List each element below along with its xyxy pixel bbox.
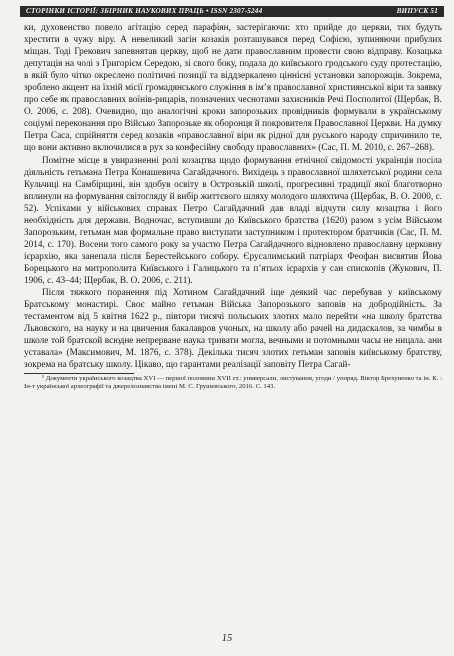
paragraph-sahaidachny: Помітне місце в увиразненні ролі козацтва щодо формування етнічної свідомості українців посіла діяльність гетьмана Петра Конашевича Сагайдачного. Вихідець з православної шляхетської родини села Кульчиці на Самбірщині, він здобув освіту в Острозькій школі, прогресивні традиції якої благотворно вплинули на формування світогляду й вибір життєвого шляху молодого шляхтича (Щербак, В. О. 2000, с. 52). Успіхами у військових справах Петро Сагайдачний дав владі відчути силу козацтва і його необхідність для держави. Водночас, вступивши до Київського братства (1620) разом з усім Військом Запорозьким, гетьман мав формальне право виступати заступником і протектором братчиків (Сас, П. М. 2014, с. 170). Восени того самого року за участю Петра Сагайдачного відновлено православну церковну ієрархію, яка занепала після Берестейського собору. Єрусалимський патріарх Феофан висвятив Йова Борецького на митрополита Київського і Галицького та п’ятьох ієрархів у сан єпископів (Жукович, П. 1906, с. 43–44; Щербак, В. О. 2006, с. 211). — [24, 155, 442, 286]
footnote: ¹ Документи українського козацтва XVI — першої половини XVII ст.: универсали, листування, угоди / упоряд. Віктор Брехуненко та ін. К. : Ін-т української археографії та джерелознавства імені М. С. Грушевського, 2016. С. 143. — [24, 375, 442, 391]
page-number: 15 — [221, 633, 233, 644]
paragraph-continuation: ки, духовенство повело агітацію серед парафіян, застерігаючи: хто прийде до церкви, тих будуть хрестити в чужу віру. А невеликий загін козаків розташувався перед Софією, зупиняючи прибулих міщан. Тоді Грекович запевнятав церкву, щоб не дати православним провести свою відправу. Козацька депутація на чолі з Григорієм Середою, зі свого боку, подала до київського гродського суду протестацію, в якій було чітко окреслено політичні позиції та віддзеркалено ціннісні установки запорожців. Зокрема, зроблено акцент на їхній місії громадянського служіння в ім’я православної християнської віри та заявку про себе як православних воїнів-рицарів, позначених чеснотами захисників Речі Посполитої (Щербак, В. О. 2006, с. 208). Очевидно, що аналогічні кроки запорозьких провідників формували в українському соціумі переконання про Військо Запорозьке як оборонця й покровителя Православної Церкви. На думку Петра Саса, спрійняття серед козаків «православної віри як рідної для руського народу спричинило те, що вони активно включилися в рух за конфесійну свободу православних» (Сас, П. М. 2010, с. 267–268). — [24, 23, 442, 154]
paragraph-testament: Після тяжкого поранення під Хотином Сагайдачний іще деякий час перебував у київському Братському монастирі. Своє майно гетьман Війська Запорозького заповів на добродійність. За тестаментом від 5 квітня 1622 р., півтори тисячі польських злотих мало перейти «на школу братства Львовского, на науку и на цвичения бакалавров учоных, на школу або рачей на дидаскалов, за чимбы в школе той братской всюдне непрерване наука тривати могла, вечными и потомными часы не ницала. ани уставала» (Максимович, М. 1876, с. 378). Декілька тисяч злотих гетьман заповів київському братству, зокрема на братську школу. Цікаво, що гарантами реалізації заповіту Петра Сагай- — [24, 288, 442, 371]
journal-running-header — [20, 6, 444, 17]
footnote-divider — [24, 373, 134, 374]
page-body — [24, 22, 442, 391]
journal-title: СТОРІНКИ ІСТОРІЇ: ЗБІРНИК НАУКОВИХ ПРАЦЬ • ISSN 2307-5244 — [26, 7, 263, 15]
issue-number: ВИПУСК 51 — [396, 7, 438, 15]
